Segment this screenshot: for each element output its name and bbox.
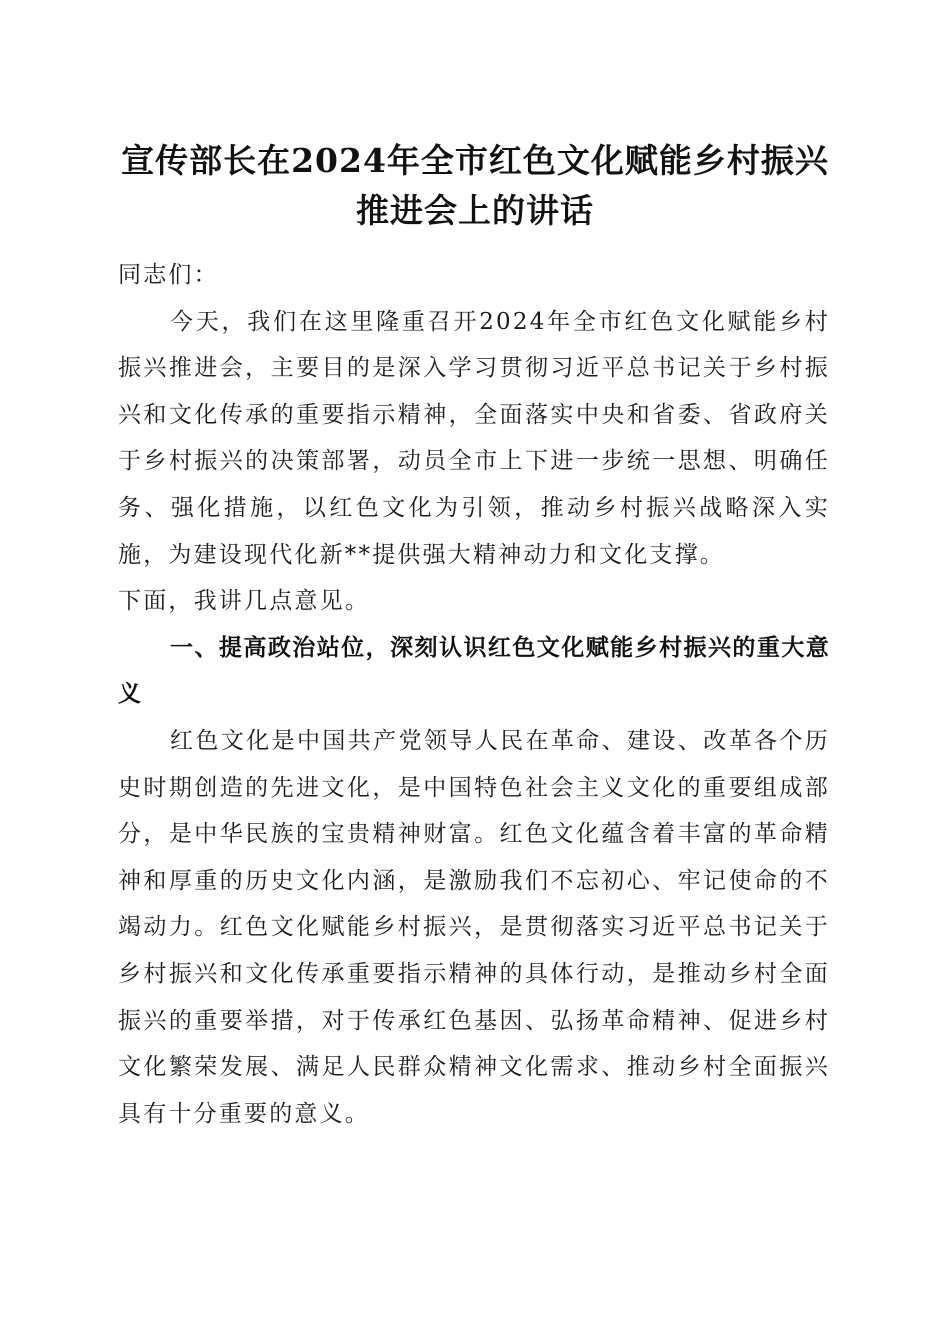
transition-paragraph: 下面，我讲几点意见。 bbox=[118, 588, 370, 615]
section-body-1: 红色文化是中国共产党领导人民在革命、建设、改革各个历史时期创造的先进文化，是中国特色社会主义文化的重要组成部分，是中华民族的宝贵精神财富。红色文化蕴含着丰富的革命精神和厚重的历史文化内涵，是激励我们不忘初心、牢记使命的不竭动力。红色文化赋能乡村振兴，是贯彻落实习近平总书记关于乡村振兴和文化传承重要指示精神的具体行动，是推动乡村全面振兴的重要举措，对于传承红色基因、弘扬革命精神、促进乡村文化繁荣发展、满足人民群众精神文化需求、推动乡村全面振兴具有十分重要的意义。 bbox=[118, 727, 830, 1127]
document-body bbox=[118, 252, 830, 1137]
section-heading-1: 一、提高政治站位，深刻认识红色文化赋能乡村振兴的重大意义 bbox=[118, 634, 830, 708]
salutation: 同志们： bbox=[118, 262, 219, 288]
document-title: 宣传部长在2024年全市红色文化赋能乡村振兴推进会上的讲话 bbox=[121, 141, 829, 230]
intro-paragraph: 今天，我们在这里隆重召开2024年全市红色文化赋能乡村振兴推进会，主要目的是深入学习贯彻习近平总书记关于乡村振兴和文化传承的重要指示精神，全面落实中央和省委、省政府关于乡村振兴的决策部署，动员全市上下进一步统一思想、明确任务、强化措施，以红色文化为引领，推动乡村振兴战略深入实施，为建设现代化新**提供强大精神动力和文化支撑。 bbox=[118, 308, 830, 568]
